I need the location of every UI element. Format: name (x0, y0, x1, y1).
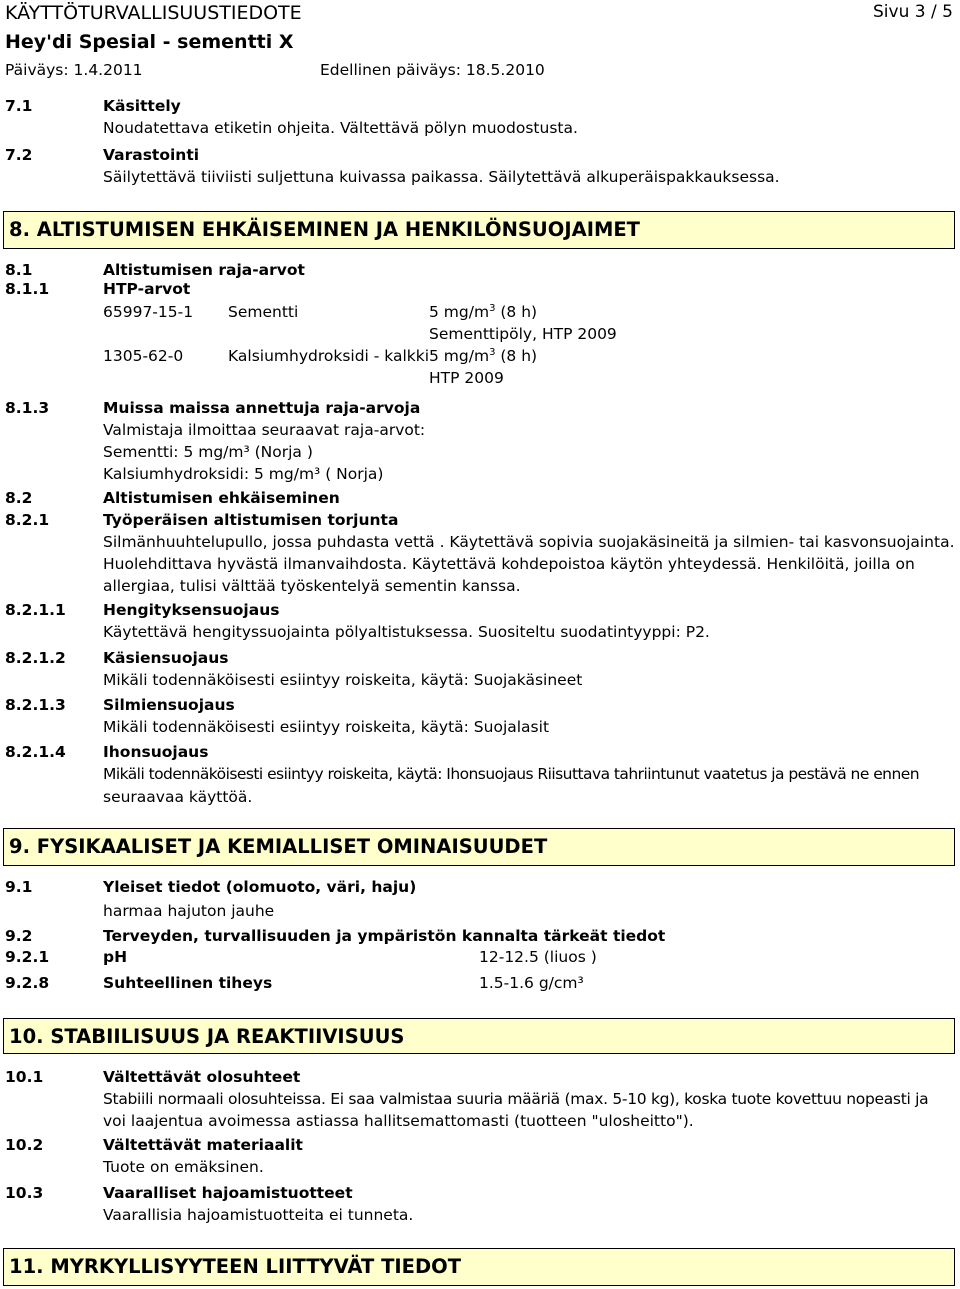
cas-number: 1305-62-0 (103, 347, 184, 365)
section-title: Käsittely (103, 97, 181, 115)
section-text: Noudatettava etiketin ohjeita. Vältettävä pölyn muodostusta. (103, 119, 578, 137)
limit-value: 5 $mg/m^3$ (8 h) (429, 347, 538, 365)
section-9-heading: 9. FYSIKAALISET JA KEMIALLISET OMINAISUUDET (3, 828, 955, 866)
section-number: 8.1.3 (5, 399, 50, 417)
section-number: 8.2.1 (5, 511, 50, 529)
property-value: 1.5-1.6 g/cm³ (479, 974, 584, 992)
property-name: Suhteellinen tiheys (103, 974, 273, 992)
section-title: Vältettävät materiaalit (103, 1136, 303, 1154)
section-number: 8.2.1.3 (5, 696, 66, 714)
section-title: Altistumisen raja-arvot (103, 261, 305, 279)
section-text: seuraavaa käyttöä. (103, 788, 253, 806)
section-text: Kalsiumhydroksidi: 5 mg/m³ ( Norja) (103, 465, 384, 483)
section-number: 8.2.1.2 (5, 649, 66, 667)
property-value: 12-12.5 (liuos ) (479, 948, 597, 966)
section-title: Käsiensuojaus (103, 649, 229, 667)
section-8-heading: 8. ALTISTUMISEN EHKÄISEMINEN JA HENKILÖNSUOJAIMET (3, 211, 955, 249)
section-number: 8.2 (5, 489, 33, 507)
limit-value: 5 $mg/m^3$ (8 h) (429, 303, 538, 321)
section-title: Ihonsuojaus (103, 743, 209, 761)
section-title: Työperäisen altistumisen torjunta (103, 511, 399, 529)
cas-number: 65997-15-1 (103, 303, 194, 321)
section-number: 9.2 (5, 927, 33, 945)
section-text: Mikäli todennäköisesti esiintyy roiskeita, käytä: Ihonsuojaus Riisuttava tahriintunut vaatetus ja pestävä ne ennen (103, 765, 919, 783)
section-title: Vaaralliset hajoamistuotteet (103, 1184, 353, 1202)
limit-note: HTP 2009 (429, 369, 504, 387)
section-title: Varastointi (103, 146, 200, 164)
section-text: harmaa hajuton jauhe (103, 902, 275, 920)
product-name: Hey'di Spesial - sementti X (5, 31, 294, 53)
section-number: 7.1 (5, 97, 33, 115)
substance-name: Sementti (228, 303, 299, 321)
section-number: 8.2.1.1 (5, 601, 66, 619)
property-name: pH (103, 948, 128, 966)
section-text: Tuote on emäksinen. (103, 1158, 264, 1176)
section-text: Sementti: 5 mg/m³ (Norja ) (103, 443, 313, 461)
issue-date: Päiväys: 1.4.2011 (5, 61, 143, 79)
section-text: Silmänhuuhtelupullo, jossa puhdasta vettä . Käytettävä sopivia suojakäsineitä ja silmien- tai kasvonsuojainta. (103, 533, 955, 551)
section-title: Muissa maissa annettuja raja-arvoja (103, 399, 421, 417)
page-number: Sivu 3 / 5 (873, 2, 953, 22)
section-number: 8.2.1.4 (5, 743, 66, 761)
previous-date: Edellinen päiväys: 18.5.2010 (320, 61, 545, 79)
section-number: 10.1 (5, 1068, 44, 1086)
section-title: Silmiensuojaus (103, 696, 235, 714)
section-number: 10.2 (5, 1136, 44, 1154)
section-number: 8.1 (5, 261, 33, 279)
section-text: Stabiili normaali olosuhteissa. Ei saa valmistaa suuria määriä (max. 5-10 kg), koska tuote kovettuu nopeasti ja (103, 1090, 929, 1108)
section-10-heading: 10. STABIILISUUS JA REAKTIIVISUUS (3, 1018, 955, 1054)
section-title: Vältettävät olosuhteet (103, 1068, 301, 1086)
section-11-heading: 11. MYRKYLLISYYTEEN LIITTYVÄT TIEDOT (3, 1248, 955, 1286)
section-title: Yleiset tiedot (olomuoto, väri, haju) (103, 878, 417, 896)
section-number: 7.2 (5, 146, 33, 164)
limit-note: Sementtipöly, HTP 2009 (429, 325, 617, 343)
section-title: Terveyden, turvallisuuden ja ympäristön kannalta tärkeät tiedot (103, 927, 666, 945)
section-title: Altistumisen ehkäiseminen (103, 489, 340, 507)
section-number: 9.1 (5, 878, 33, 896)
section-number: 9.2.1 (5, 948, 50, 966)
section-text: voi laajentua avoimessa astiassa hallitsemattomasti (tuotteen "ulosheitto"). (103, 1112, 694, 1130)
section-text: Säilytettävä tiiviisti suljettuna kuivassa paikassa. Säilytettävä alkuperäispakkauksessa. (103, 168, 780, 186)
section-text: Vaarallisia hajoamistuotteita ei tunneta. (103, 1206, 414, 1224)
section-text: Käytettävä hengityssuojainta pölyaltistuksessa. Suositeltu suodatintyyppi: P2. (103, 623, 710, 641)
section-title: HTP-arvot (103, 280, 191, 298)
section-number: 9.2.8 (5, 974, 50, 992)
section-text: Mikäli todennäköisesti esiintyy roiskeita, käytä: Suojalasit (103, 718, 550, 736)
section-number: 8.1.1 (5, 280, 50, 298)
section-text: Valmistaja ilmoittaa seuraavat raja-arvot: (103, 421, 426, 439)
section-text: allergiaa, tulisi välttää työskentelyä sementin kanssa. (103, 577, 521, 595)
section-number: 10.3 (5, 1184, 44, 1202)
substance-name: Kalsiumhydroksidi - kalkki (228, 347, 430, 365)
section-text: Mikäli todennäköisesti esiintyy roiskeita, käytä: Suojakäsineet (103, 671, 583, 689)
section-title: Hengityksensuojaus (103, 601, 280, 619)
document-type: KÄYTTÖTURVALLISUUSTIEDOTE (5, 2, 302, 24)
section-text: Huolehdittava hyvästä ilmanvaihdosta. Käytettävä kohdepoistoa käytön yhteydessä. Henkilöitä, joilla on (103, 555, 915, 573)
